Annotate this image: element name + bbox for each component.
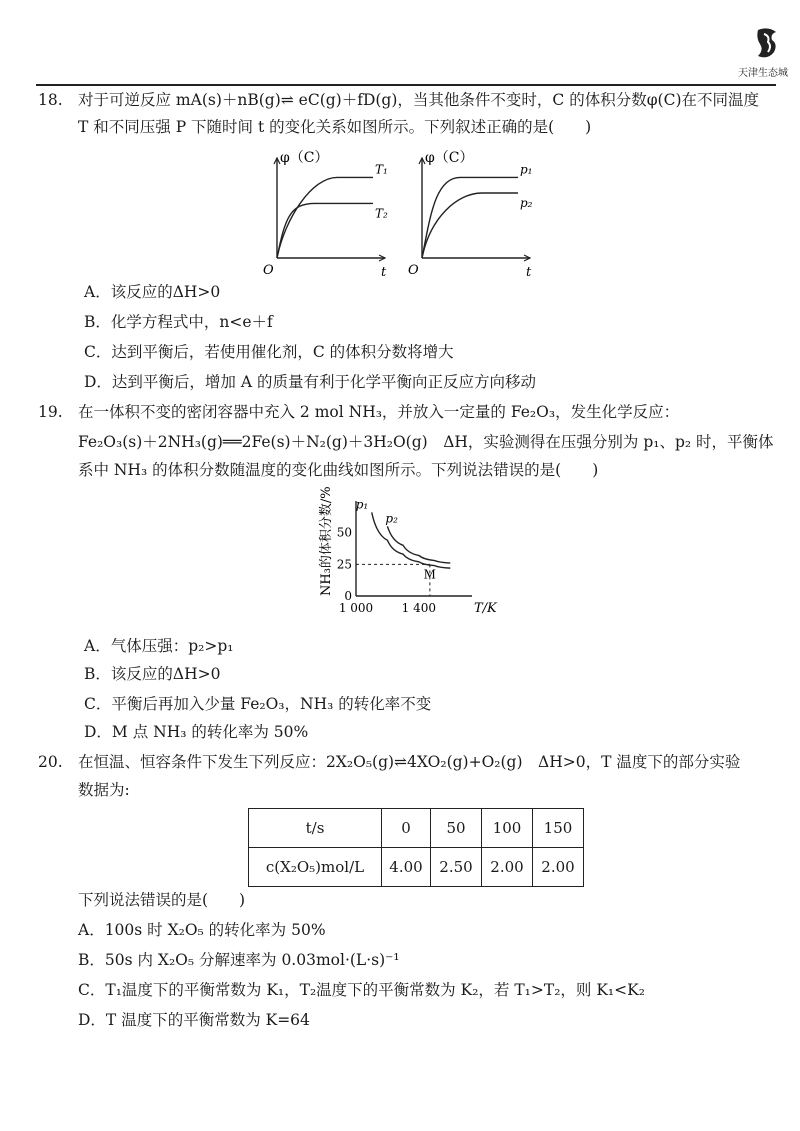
- logo-text: 天津生态城: [738, 68, 788, 79]
- q20-stem-line2: 数据为:: [78, 781, 130, 799]
- table-header-cell: 150: [533, 809, 584, 848]
- q20-number: 20.: [38, 753, 63, 771]
- series-line: [387, 526, 450, 563]
- table-row: [249, 848, 584, 887]
- series-line: [372, 512, 451, 568]
- q18-stem-line1: 对于可逆反应 mA(s)＋nB(g)⇌ eC(g)＋fD(g)，当其他条件不变时，C 的体积分数φ(C)在不同温度: [78, 91, 759, 109]
- series-line: [422, 193, 518, 258]
- table-header-cell: 0: [382, 809, 431, 848]
- y-axis-label: φ（C）: [280, 150, 329, 166]
- q20-data-table: [248, 808, 584, 887]
- table-cell: c(X₂O₅)mol/L: [249, 848, 382, 887]
- q18-chart-temperature: [255, 140, 405, 280]
- series-line: [277, 203, 373, 258]
- table-cell: 2.00: [533, 848, 584, 887]
- series-line: [277, 177, 373, 258]
- q20-option-d: D．T 温度下的平衡常数为 K=64: [78, 1011, 310, 1029]
- header-rule: [36, 84, 776, 86]
- y-tick-label: 50: [336, 525, 352, 540]
- q18-option-b: B．化学方程式中，n<e＋f: [84, 313, 273, 331]
- x-tick-label: 1 000: [338, 601, 374, 615]
- origin-label: O: [263, 263, 274, 278]
- y-axis-label: NH₃的体积分数/%: [319, 486, 334, 596]
- series-label: p₂: [385, 511, 398, 526]
- q18-stem-line2: T 和不同压强 P 下随时间 t 的变化关系如图所示。下列叙述正确的是( ): [78, 118, 592, 136]
- q20-option-c: C．T₁温度下的平衡常数为 K₁，T₂温度下的平衡常数为 K₂，若 T₁>T₂，则 K₁<K₂: [78, 981, 645, 999]
- table-header-cell: 50: [431, 809, 482, 848]
- x-axis-label: t: [381, 265, 387, 280]
- q20-option-b: B．50s 内 X₂O₅ 分解速率为 0.03mol·(L·s)⁻¹: [78, 951, 400, 969]
- q19-stem-line3: 系中 NH₃ 的体积分数随温度的变化曲线如图所示。下列说法错误的是( ): [78, 461, 599, 479]
- y-tick-label: 0: [344, 589, 352, 603]
- series-label: p₁: [520, 162, 533, 177]
- q19-option-b: B．该反应的ΔH>0: [84, 665, 221, 683]
- q18-number: 18.: [38, 91, 63, 109]
- q19-chart-nh3: [300, 484, 500, 624]
- table-cell: 4.00: [382, 848, 431, 887]
- q20-stem-line1: 在恒温、恒容条件下发生下列反应：2X₂O₅(g)⇌4XO₂(g)+O₂(g) ΔH>0，T 温度下的部分实验: [78, 753, 741, 771]
- q19-option-d: D．M 点 NH₃ 的转化率为 50%: [84, 723, 309, 741]
- table-row: [249, 809, 584, 848]
- q20-option-a: A．100s 时 X₂O₅ 的转化率为 50%: [78, 921, 326, 939]
- q19-stem-line2: Fe₂O₃(s)＋2NH₃(g)══2Fe(s)＋N₂(g)＋3H₂O(g) ΔH，实验测得在压强分别为 p₁、p₂ 时，平衡体: [78, 433, 774, 451]
- y-tick-label: 25: [336, 557, 352, 572]
- table-header-cell: t/s: [249, 809, 382, 848]
- origin-label: O: [408, 263, 419, 278]
- y-axis-label: φ（C）: [425, 150, 474, 166]
- table-cell: 2.50: [431, 848, 482, 887]
- q18-option-d: D．达到平衡后，增加 A 的质量有利于化学平衡向正反应方向移动: [84, 373, 536, 391]
- x-axis-label: T/K: [474, 601, 497, 616]
- q19-number: 19.: [38, 403, 63, 421]
- q18-option-a: A．该反应的ΔH>0: [84, 283, 221, 301]
- series-label: T₂: [375, 206, 388, 221]
- series-label: p₁: [355, 497, 369, 512]
- x-tick-label: 1 400: [401, 601, 437, 615]
- school-logo-icon: [752, 26, 782, 62]
- point-label-m: M: [423, 567, 436, 582]
- x-axis-label: t: [526, 265, 532, 280]
- q18-option-c: C．达到平衡后，若使用催化剂，C 的体积分数将增大: [84, 343, 454, 361]
- q19-stem-line1: 在一体积不变的密闭容器中充入 2 mol NH₃，并放入一定量的 Fe₂O₃，发生化学反应：: [78, 403, 680, 421]
- q18-chart-pressure: [400, 140, 550, 280]
- series-label: p₂: [520, 196, 533, 210]
- q19-option-a: A．气体压强：p₂>p₁: [84, 637, 234, 655]
- table-header-cell: 100: [482, 809, 533, 848]
- q20-question: 下列说法错误的是( ): [78, 891, 246, 909]
- series-label: T₁: [375, 162, 388, 177]
- series-line: [422, 177, 518, 258]
- q19-option-c: C．平衡后再加入少量 Fe₂O₃，NH₃ 的转化率不变: [84, 695, 432, 713]
- table-cell: 2.00: [482, 848, 533, 887]
